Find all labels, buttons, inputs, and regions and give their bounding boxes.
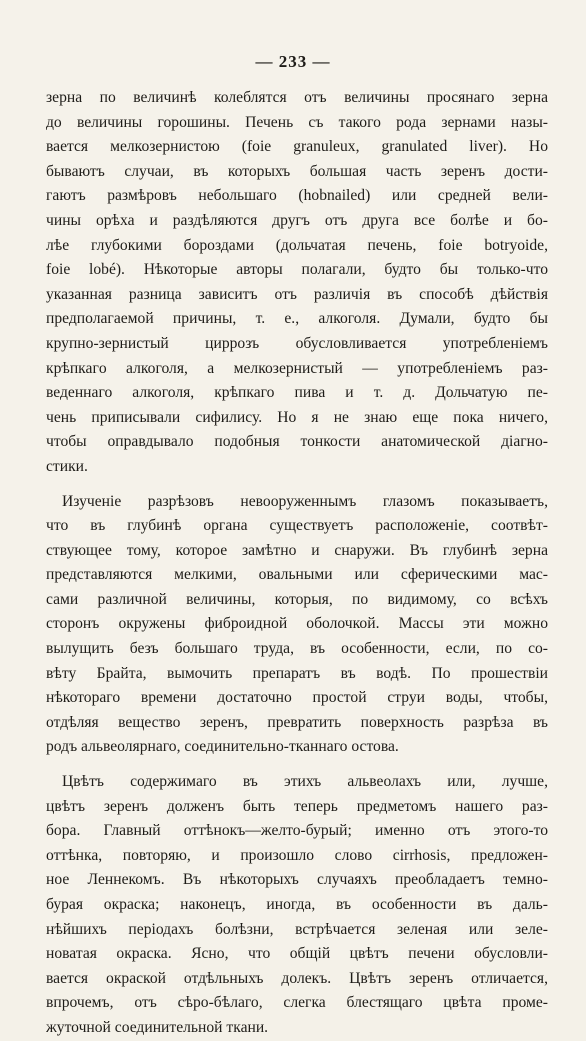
text-line: вается окраской отдѣльныхъ долекъ. Цвѣтъ зеренъ отличается, bbox=[46, 969, 548, 987]
text-line: сами различной величины, которыя, по видимому, со всѣхъ bbox=[46, 590, 548, 608]
text-line: сторонъ окружены фиброидной оболочкой. Массы эти можно bbox=[46, 615, 548, 633]
text-line: представляются мелкими, овальными или сферическими мас- bbox=[46, 566, 548, 584]
paragraph bbox=[46, 490, 548, 761]
text-line: вѣту Брайта, вымочить препаратъ въ водѣ. По прошествіи bbox=[46, 664, 548, 682]
text-line: зерна по величинѣ колеблятся отъ величины просянаго зерна bbox=[46, 89, 548, 106]
text-line: оттѣнка, повторяю, и произошло слово cirrhosis, предложен- bbox=[46, 846, 548, 864]
text-line: нѣйшихъ періодахъ болѣзни, встрѣчается зеленая или зеле- bbox=[46, 920, 548, 938]
text-line: цвѣтъ зеренъ долженъ быть теперь предметомъ нашего раз- bbox=[46, 797, 548, 815]
text-line: ное Леннекомъ. Въ нѣкоторыхъ случаяхъ преобладаетъ темно- bbox=[46, 871, 548, 889]
text-line: Изученіе разрѣзовъ невооруженнымъ глазомъ показываетъ, bbox=[62, 492, 548, 510]
text-line: до величины горошины. Печень съ такого рода зернами назы- bbox=[46, 113, 548, 131]
text-line: бурая окраска; наконецъ, иногда, въ особенности въ даль- bbox=[46, 896, 548, 913]
text-line: стики. bbox=[46, 457, 88, 475]
text-line: чень приписывали сифилису. Но я не знаю еще пока ничего, bbox=[46, 408, 548, 426]
text-line: указанная разница зависитъ отъ различія въ способѣ дѣйствія bbox=[46, 285, 548, 303]
text-line: вается мелкозернистою (foie granuleux, granulated liver). Но bbox=[46, 138, 548, 156]
text-line: лѣе глубокими бороздами (дольчатая печень, foie botryoide, bbox=[46, 236, 548, 254]
text-line: бываютъ случаи, въ которыхъ большая часть зеренъ дости- bbox=[46, 162, 548, 180]
paragraph-gap bbox=[46, 480, 548, 490]
text-line: ствующее тому, которое замѣтно и снаружи. Въ глубинѣ зерна bbox=[46, 541, 548, 559]
text-line: Цвѣтъ содержимаго въ этихъ альвеолахъ или, лучше, bbox=[62, 773, 548, 791]
paragraph bbox=[46, 770, 548, 1041]
text-line: крупно-зернистый циррозъ обусловливается употребленіемъ bbox=[46, 334, 548, 352]
text-line: веденнаго алкоголя, крѣпкаго пива и т. д. Дольчатую пе- bbox=[46, 384, 548, 402]
body-text bbox=[46, 86, 548, 1041]
text-line: предполагаемой причины, т. е., алкоголя. Думали, будто бы bbox=[46, 310, 548, 328]
text-line: крѣпкагo алкоголя, а мелкозернистый — употребленіемъ раз- bbox=[46, 359, 548, 377]
text-line: впрочемъ, отъ сѣро-бѣлаго, слегка блестящаго цвѣта проме- bbox=[46, 994, 548, 1012]
paragraph bbox=[46, 86, 548, 480]
text-line: жуточной соединительной ткани. bbox=[46, 1018, 269, 1036]
text-line: гаютъ размѣровъ небольшаго (hobnailed) или средней вели- bbox=[46, 187, 548, 205]
text-line: новатая окраска. Ясно, что общій цвѣтъ печени обусловли- bbox=[46, 945, 548, 963]
text-line: что въ глубинѣ органа существуетъ расположеніе, соотвѣт- bbox=[46, 517, 548, 535]
text-line: foie lobé). Нѣкоторые авторы полагали, будто бы только-что bbox=[46, 261, 548, 279]
text-line: нѣкотораго времени достаточно простой струи воды, чтобы, bbox=[46, 689, 548, 707]
text-line: родъ альвеолярнаго, соединительно-тканнаго остова. bbox=[46, 738, 399, 756]
page-number: — 233 — bbox=[255, 52, 331, 71]
text-line: чины орѣха и раздѣляются другъ отъ друга все болѣе и бо- bbox=[46, 211, 548, 229]
text-line: отдѣляя вещество зеренъ, превратить поверхность разрѣза въ bbox=[46, 713, 548, 731]
text-line: вылущить безъ большаго труда, въ особенности, если, по со- bbox=[46, 640, 548, 658]
paragraph-gap bbox=[46, 760, 548, 770]
text-line: бора. Главный оттѣнокъ—желто-бурый; именно отъ этого-то bbox=[46, 822, 548, 840]
text-line: чтобы оправдывало подобныя тонкости анатомической діагно- bbox=[46, 433, 548, 451]
